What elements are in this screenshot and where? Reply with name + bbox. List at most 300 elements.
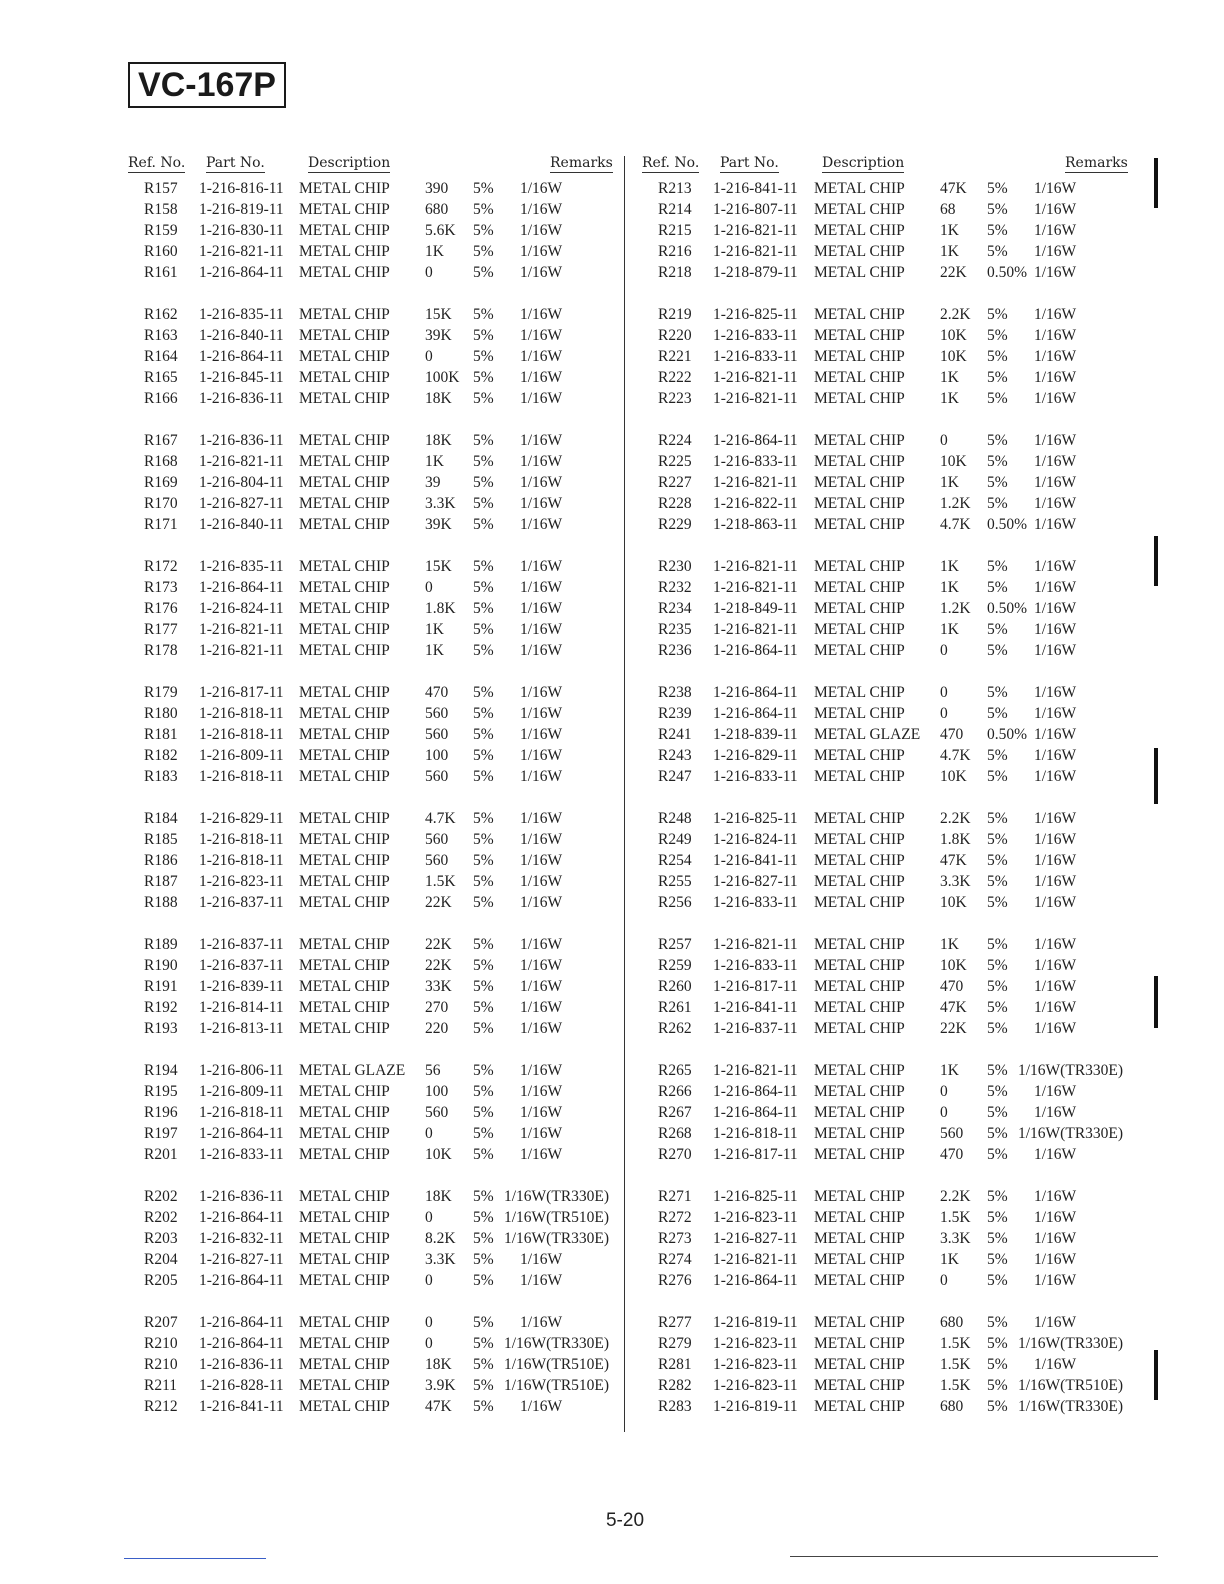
table-row [0,831,1140,852]
remarks: 1/16W [520,600,563,617]
description: METAL CHIP [814,1125,905,1142]
table-row [0,999,1140,1020]
remarks: 1/16W [1034,1209,1077,1226]
part-no: 1-216-818-11 [199,705,284,722]
ref-no: R207 [144,1314,178,1331]
part-no: 1-216-864-11 [199,264,284,281]
ref-no: R232 [658,579,692,596]
value: 5.6K [425,222,456,239]
value: 22K [940,264,967,281]
ref-no: R181 [144,726,178,743]
value: 39K [425,327,452,344]
remarks: 1/16W [1034,348,1077,365]
description: METAL CHIP [814,747,905,764]
ref-no: R223 [658,390,692,407]
tolerance: 5% [473,600,494,617]
tolerance: 5% [473,768,494,785]
remarks: 1/16W [1034,1272,1077,1289]
value: 4.7K [425,810,456,827]
part-no: 1-216-809-11 [199,1083,284,1100]
remarks: 1/16W [520,831,563,848]
value: 1K [940,243,959,260]
remarks: 1/16W [1034,453,1077,470]
description: METAL CHIP [814,999,905,1016]
description: METAL CHIP [299,1209,390,1226]
part-no: 1-216-816-11 [199,180,284,197]
description: METAL CHIP [814,348,905,365]
table-row [0,1230,1140,1251]
tolerance: 5% [473,894,494,911]
description: METAL CHIP [299,327,390,344]
part-no: 1-216-840-11 [199,327,284,344]
remarks: 1/16W [1034,264,1077,281]
tolerance: 5% [987,1335,1008,1352]
remarks: 1/16W [520,1104,563,1121]
header-desc: Description [822,155,905,171]
tolerance: 0.50% [987,600,1028,617]
ref-no: R271 [658,1188,692,1205]
table-row [0,222,1140,243]
value: 560 [425,726,449,743]
value: 1K [940,621,959,638]
remarks: 1/16W(TR510E) [504,1377,610,1394]
ref-no: R162 [144,306,178,323]
remarks: 1/16W [520,1083,563,1100]
remarks: 1/16W [1034,852,1077,869]
description: METAL CHIP [814,852,905,869]
remarks: 1/16W [1034,201,1077,218]
table-row [0,978,1140,999]
tolerance: 5% [987,243,1008,260]
ref-no: R214 [658,201,692,218]
value: 22K [425,957,452,974]
description: METAL CHIP [814,1314,905,1331]
tolerance: 5% [987,1356,1008,1373]
tolerance: 5% [987,936,1008,953]
ref-no: R210 [144,1335,178,1352]
part-no: 1-216-833-11 [713,453,798,470]
value: 0 [940,642,948,659]
remarks: 1/16W [520,1398,563,1415]
ref-no: R236 [658,642,692,659]
part-no: 1-216-841-11 [713,852,798,869]
remarks: 1/16W [1034,810,1077,827]
tolerance: 5% [473,1188,494,1205]
description: METAL CHIP [299,180,390,197]
ref-no: R255 [658,873,692,890]
value: 680 [940,1398,964,1415]
part-no: 1-216-839-11 [199,978,284,995]
ref-no: R205 [144,1272,178,1289]
value: 1K [940,1062,959,1079]
remarks: 1/16W [1034,579,1077,596]
table-row [0,432,1140,453]
tolerance: 5% [987,873,1008,890]
value: 47K [940,999,967,1016]
value: 100 [425,747,449,764]
ref-no: R202 [144,1188,178,1205]
tolerance: 5% [473,1314,494,1331]
ref-no: R272 [658,1209,692,1226]
description: METAL CHIP [814,369,905,386]
tolerance: 0.50% [987,726,1028,743]
part-no: 1-216-837-11 [199,936,284,953]
remarks: 1/16W [1034,1083,1077,1100]
part-no: 1-216-824-11 [199,600,284,617]
part-no: 1-216-837-11 [713,1020,798,1037]
ref-no: R262 [658,1020,692,1037]
ref-no: R168 [144,453,178,470]
value: 3.3K [425,495,456,512]
ref-no: R185 [144,831,178,848]
value: 3.3K [940,1230,971,1247]
ref-no: R213 [658,180,692,197]
description: METAL CHIP [299,957,390,974]
ref-no: R195 [144,1083,178,1100]
tolerance: 5% [987,978,1008,995]
description: METAL CHIP [299,453,390,470]
ref-no: R182 [144,747,178,764]
remarks: 1/16W [520,894,563,911]
table-row [0,852,1140,873]
description: METAL CHIP [814,579,905,596]
ref-no: R211 [144,1377,178,1394]
ref-no: R184 [144,810,178,827]
remarks: 1/16W [1034,1188,1077,1205]
ref-no: R202 [144,1209,178,1226]
table-row [0,1020,1140,1041]
ref-no: R268 [658,1125,692,1142]
ref-no: R194 [144,1062,178,1079]
tolerance: 5% [473,1356,494,1373]
part-no: 1-216-821-11 [713,369,798,386]
description: METAL CHIP [299,978,390,995]
tolerance: 5% [987,810,1008,827]
ref-no: R177 [144,621,178,638]
remarks: 1/16W [520,369,563,386]
tolerance: 5% [987,1104,1008,1121]
ref-no: R160 [144,243,178,260]
part-no: 1-216-823-11 [713,1356,798,1373]
table-row [0,810,1140,831]
remarks: 1/16W [520,579,563,596]
remarks: 1/16W [520,810,563,827]
value: 0 [940,1272,948,1289]
part-no: 1-216-818-11 [713,1125,798,1142]
table-row [0,369,1140,390]
value: 560 [425,705,449,722]
value: 3.9K [425,1377,456,1394]
description: METAL CHIP [299,1377,390,1394]
ref-no: R170 [144,495,178,512]
part-no: 1-216-841-11 [199,1398,284,1415]
description: METAL CHIP [814,1335,905,1352]
tolerance: 5% [987,369,1008,386]
description: METAL CHIP [814,1356,905,1373]
part-no: 1-216-824-11 [713,831,798,848]
ref-no: R187 [144,873,178,890]
part-no: 1-216-836-11 [199,390,284,407]
remarks: 1/16W [520,957,563,974]
tolerance: 5% [987,432,1008,449]
value: 47K [940,180,967,197]
remarks: 1/16W [520,201,563,218]
description: METAL CHIP [299,1230,390,1247]
value: 3.3K [425,1251,456,1268]
part-no: 1-216-821-11 [713,558,798,575]
remarks: 1/16W [1034,894,1077,911]
header-part: Part No. [206,155,265,171]
remarks: 1/16W [1034,222,1077,239]
part-no: 1-216-818-11 [199,852,284,869]
ref-no: R259 [658,957,692,974]
part-no: 1-216-823-11 [713,1377,798,1394]
tolerance: 5% [987,684,1008,701]
value: 0 [425,579,433,596]
part-no: 1-216-827-11 [713,1230,798,1247]
value: 1.8K [425,600,456,617]
remarks: 1/16W(TR330E) [1018,1062,1124,1079]
tolerance: 5% [473,264,494,281]
ref-no: R158 [144,201,178,218]
tolerance: 5% [987,201,1008,218]
remarks: 1/16W [520,558,563,575]
description: METAL CHIP [299,831,390,848]
remarks: 1/16W [1034,642,1077,659]
tolerance: 5% [987,327,1008,344]
part-no: 1-216-833-11 [713,768,798,785]
part-no: 1-216-832-11 [199,1230,284,1247]
tolerance: 5% [473,432,494,449]
tolerance: 5% [987,1062,1008,1079]
table-row [0,348,1140,369]
part-no: 1-216-809-11 [199,747,284,764]
part-no: 1-216-827-11 [199,495,284,512]
ref-no: R279 [658,1335,692,1352]
remarks: 1/16W [1034,726,1077,743]
ref-no: R224 [658,432,692,449]
ref-no: R197 [144,1125,178,1142]
table-row [0,726,1140,747]
ref-no: R180 [144,705,178,722]
value: 18K [425,1188,452,1205]
tolerance: 5% [473,957,494,974]
tolerance: 5% [473,978,494,995]
part-no: 1-216-864-11 [713,1104,798,1121]
value: 0 [425,348,433,365]
value: 8.2K [425,1230,456,1247]
part-no: 1-216-814-11 [199,999,284,1016]
header-part: Part No. [720,155,779,171]
part-no: 1-216-836-11 [199,1356,284,1373]
description: METAL CHIP [299,1125,390,1142]
header-remarks: Remarks [550,155,613,171]
tolerance: 0.50% [987,516,1028,533]
part-no: 1-216-819-11 [713,1314,798,1331]
remarks: 1/16W [1034,1020,1077,1037]
tolerance: 5% [987,474,1008,491]
remarks: 1/16W [520,180,563,197]
tolerance: 5% [987,1314,1008,1331]
description: METAL CHIP [299,852,390,869]
ref-no: R193 [144,1020,178,1037]
part-no: 1-216-821-11 [713,222,798,239]
remarks: 1/16W [520,432,563,449]
value: 1K [425,642,444,659]
ref-no: R222 [658,369,692,386]
tolerance: 5% [473,516,494,533]
part-no: 1-216-823-11 [199,873,284,890]
description: METAL CHIP [299,306,390,323]
remarks: 1/16W [520,705,563,722]
value: 0 [940,432,948,449]
footer-rule [124,1558,266,1559]
part-no: 1-218-879-11 [713,264,798,281]
tolerance: 5% [987,390,1008,407]
description: METAL CHIP [299,432,390,449]
tolerance: 5% [473,243,494,260]
description: METAL CHIP [299,1104,390,1121]
table-row [0,1398,1140,1419]
value: 22K [940,1020,967,1037]
description: METAL CHIP [814,1230,905,1247]
description: METAL CHIP [814,1104,905,1121]
description: METAL CHIP [814,201,905,218]
part-no: 1-216-864-11 [713,642,798,659]
description: METAL CHIP [299,495,390,512]
tolerance: 5% [473,348,494,365]
table-row [0,642,1140,663]
value: 0 [425,1209,433,1226]
remarks: 1/16W [1034,747,1077,764]
ref-no: R247 [658,768,692,785]
ref-no: R270 [658,1146,692,1163]
value: 470 [940,1146,964,1163]
ref-no: R273 [658,1230,692,1247]
description: METAL CHIP [814,936,905,953]
ref-no: R167 [144,432,178,449]
remarks: 1/16W [1034,1146,1077,1163]
ref-no: R260 [658,978,692,995]
remarks: 1/16W [520,474,563,491]
tolerance: 5% [473,684,494,701]
remarks: 1/16W [1034,558,1077,575]
table-row [0,474,1140,495]
table-row [0,1146,1140,1167]
value: 22K [425,936,452,953]
description: METAL CHIP [299,348,390,365]
tolerance: 5% [473,579,494,596]
remarks: 1/16W [520,243,563,260]
description: METAL CHIP [299,684,390,701]
tolerance: 5% [473,936,494,953]
description: METAL CHIP [814,831,905,848]
tolerance: 5% [473,495,494,512]
description: METAL CHIP [814,222,905,239]
remarks: 1/16W [520,1062,563,1079]
value: 18K [425,1356,452,1373]
part-no: 1-216-836-11 [199,1188,284,1205]
remarks: 1/16W(TR330E) [1018,1335,1124,1352]
remarks: 1/16W [520,1251,563,1268]
tolerance: 5% [987,1398,1008,1415]
tolerance: 5% [987,642,1008,659]
value: 0 [425,264,433,281]
description: METAL CHIP [299,369,390,386]
value: 1K [940,558,959,575]
remarks: 1/16W [1034,957,1077,974]
part-no: 1-216-821-11 [199,453,284,470]
value: 1K [940,369,959,386]
part-no: 1-216-829-11 [713,747,798,764]
table-row [0,894,1140,915]
ref-no: R186 [144,852,178,869]
part-no: 1-216-825-11 [713,810,798,827]
ref-no: R282 [658,1377,692,1394]
value: 47K [940,852,967,869]
value: 220 [425,1020,449,1037]
description: METAL CHIP [814,642,905,659]
description: METAL CHIP [299,1188,390,1205]
ref-no: R201 [144,1146,178,1163]
part-no: 1-216-828-11 [199,1377,284,1394]
table-row [0,327,1140,348]
description: METAL CHIP [814,1062,905,1079]
value: 10K [940,453,967,470]
remarks: 1/16W [1034,936,1077,953]
tolerance: 5% [473,1020,494,1037]
margin-mark [1154,748,1158,804]
tolerance: 5% [473,1398,494,1415]
value: 4.7K [940,516,971,533]
description: METAL CHIP [299,1083,390,1100]
part-no: 1-216-807-11 [713,201,798,218]
description: METAL CHIP [299,474,390,491]
description: METAL CHIP [814,978,905,995]
part-no: 1-216-827-11 [713,873,798,890]
part-no: 1-216-835-11 [199,558,284,575]
value: 560 [940,1125,964,1142]
part-no: 1-216-833-11 [713,894,798,911]
remarks: 1/16W [520,726,563,743]
description: METAL CHIP [814,768,905,785]
table-row [0,390,1140,411]
value: 0 [425,1272,433,1289]
ref-no: R159 [144,222,178,239]
value: 10K [425,1146,452,1163]
description: METAL CHIP [299,1020,390,1037]
remarks: 1/16W [520,390,563,407]
remarks: 1/16W [520,1125,563,1142]
part-no: 1-218-863-11 [713,516,798,533]
value: 470 [940,726,964,743]
remarks: 1/16W(TR330E) [504,1188,610,1205]
tolerance: 5% [473,474,494,491]
ref-no: R183 [144,768,178,785]
value: 1.5K [940,1377,971,1394]
ref-no: R283 [658,1398,692,1415]
table-row [0,747,1140,768]
description: METAL CHIP [814,1377,905,1394]
ref-no: R229 [658,516,692,533]
tolerance: 5% [987,1251,1008,1268]
value: 1K [425,453,444,470]
ref-no: R220 [658,327,692,344]
remarks: 1/16W(TR510E) [504,1209,610,1226]
table-row [0,579,1140,600]
tolerance: 5% [987,348,1008,365]
part-no: 1-216-804-11 [199,474,284,491]
